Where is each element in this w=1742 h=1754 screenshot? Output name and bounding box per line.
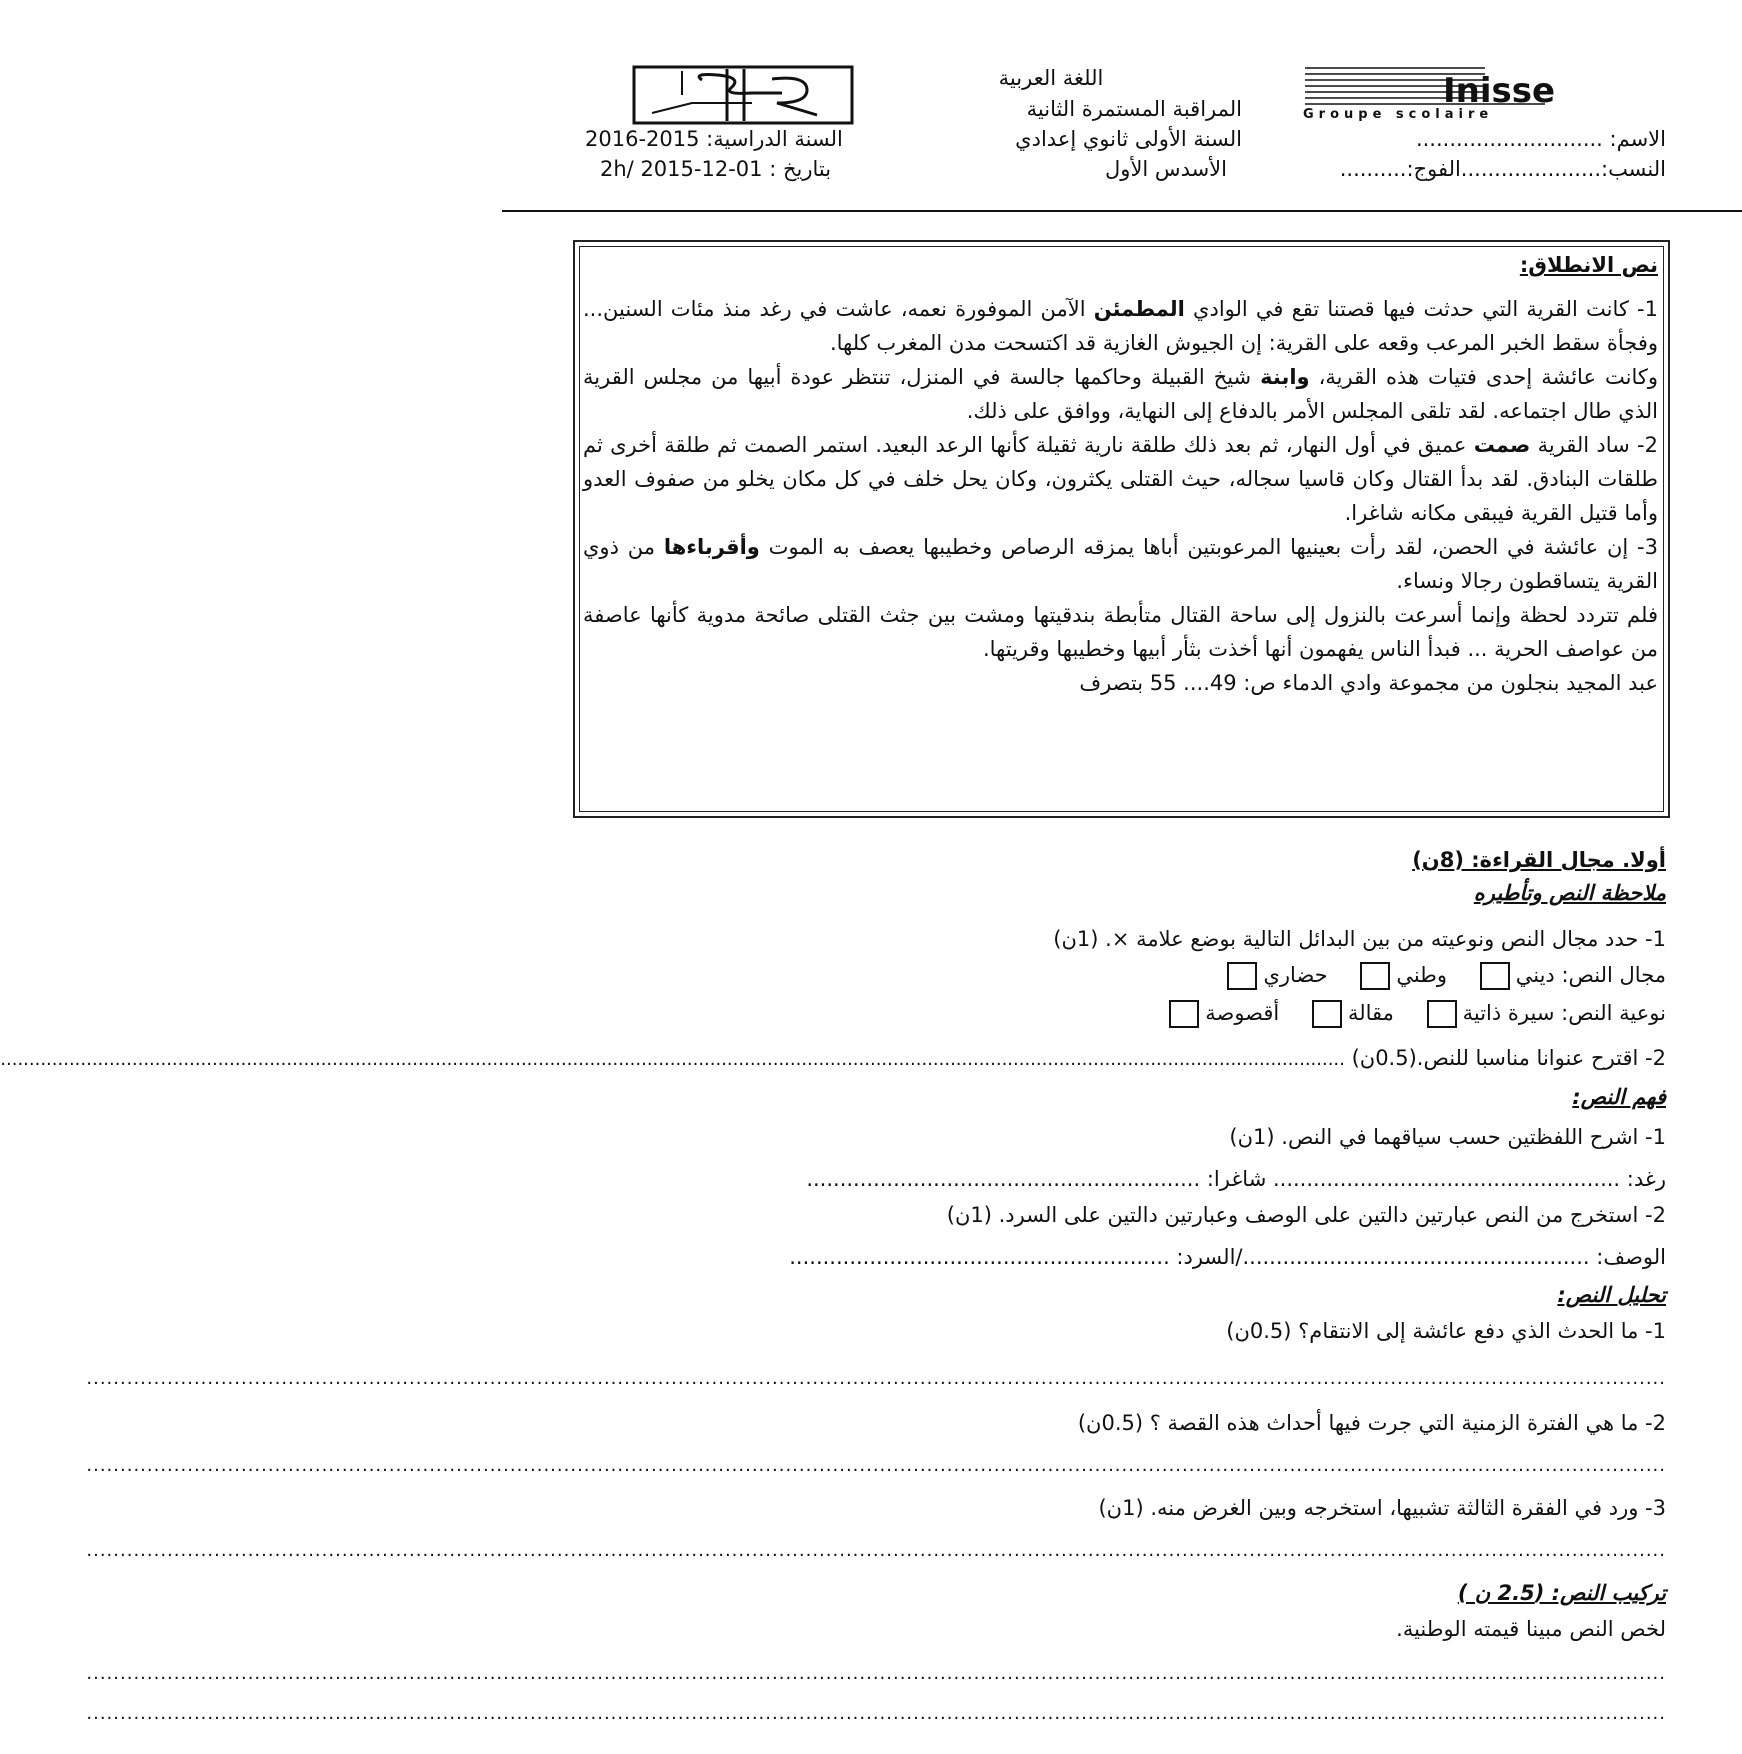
term-label: الأسدس الأول [1105,157,1227,181]
observe-title: ملاحظة النص وتأطيره [1473,881,1666,905]
answer-line[interactable]: ........................................................................................................................................................................................................................................... [86,1703,1666,1724]
type-label: نوعية النص: [1561,1001,1666,1025]
paragraph-2: وكانت عائشة إحدى فتيات هذه القرية، وابنة شيخ القبيلة وحاكمها جالسة في المنزل، تنتظر عودة أبيها من مجلس القرية الذي طال اجتماعه. لقد تلقى المجلس الأمر بالدفاع إلى النهاية، ووافق على ذلك. [583,365,1658,423]
section-reading-title: أولا. مجال القراءة: (8ن) [1412,848,1666,872]
type-options-row [578,998,1666,1028]
analysis-question-2: 2- ما هي الفترة الزمنية التي جرت فيها أحداث هذه القصة ؟ (0.5ن) [1077,1411,1666,1435]
question-2: 2- اقترح عنوانا مناسبا للنص.(0.5ن) ........................................................................................................................................................................................................................................... [0,1046,1666,1070]
reading-text-box [573,240,1670,818]
option-religious: ديني [1515,963,1555,987]
checkbox-article[interactable] [1312,1000,1342,1028]
name-field[interactable]: الاسم: ............................ [1415,127,1666,151]
question-1: 1- حدد مجال النص ونوعيته من بين البدائل التالية بوضع علامة ×. (1ن) [1053,927,1666,951]
option-short-story: أقصوصة [1205,1001,1280,1025]
checkbox-civilizational[interactable] [1227,962,1257,990]
domain-label: مجال النص: [1561,963,1666,987]
answer-line[interactable]: ........................................................................................................................................................................................................................................... [86,1663,1666,1684]
answer-line[interactable]: ........................................................................................................................................................................................................................................... [0,1049,1345,1070]
paragraph-1: 1- كانت القرية التي حدثت فيها قصتنا تقع في الوادي المطمئن الآمن الموفورة نعمه، عاشت في رغد منذ مئات السنين... وفجأة سقط الخبر المرعب وقعه على القرية: إن الجيوش الغازية قد اكتسحت مدن المغرب كلها. [583,297,1658,355]
level-label: السنة الأولى ثانوي إعدادي [1015,127,1242,151]
logo-subtext: Groupe scolaire [1303,107,1494,122]
school-year: السنة الدراسية: 2015-2016 [585,127,843,151]
checkbox-religious[interactable] [1480,962,1510,990]
synthesis-question: لخص النص مبينا قيمته الوطنية. [1396,1617,1666,1641]
paragraph-4: 3- إن عائشة في الحصن، لقد رأت بعينيها المرعوبتين أباها يمزقه الرصاص وخطيبها يعصف به الموت وأقرباءها من ذوي القرية يتساقطون رجالا ونساء. [583,535,1659,593]
reading-text-title: نص الانطلاق: [1519,253,1658,277]
text-source: عبد المجيد بنجلون من مجموعة وادي الدماء ص: 49.... 55 بتصرف [1079,671,1658,695]
checkbox-short-story[interactable] [1169,1000,1199,1028]
header-divider [502,210,1742,212]
paragraph-3: 2- ساد القرية صمت عميق في أول النهار، ثم بعد ذلك طلقة نارية ثقيلة كأنها الرعد البعيد. استمر الصمت ثم طلقة أخرى ثم طلقات البنادق. لقد بدأ القتال وكان قاسيا سجاله، حيث القتلى يكثرون، وكان يحل خلف في كل مكان يخلو من صفوف العدو وأما قتيل القرية فيبقى مكانه شاغرا. [583,433,1659,525]
paragraph-5: فلم تتردد لحظة وإنما أسرعت بالنزول إلى ساحة القتال متأبطة بندقيتها ومشت بين جثث القتلى صائحة مدوية كأنها عاصفة من عواصف الحرية ... فبدأ الناس يفهمون أنها أخذت بثأر أبيها وخطيبها وقريتها. [583,603,1658,661]
understand-title: فهم النص: [1572,1085,1666,1109]
family-group-field[interactable]: النسب:.....................الفوج:.......... [1339,157,1666,181]
inisse-logo [1295,60,1580,124]
option-civilizational: حضاري [1263,963,1328,987]
option-national: وطني [1396,963,1448,987]
understand-answer-2[interactable]: الوصف: ..................................................../السرد: ......................................................... [789,1245,1666,1269]
understand-question-2: 2- استخرج من النص عبارتين دالتين على الوصف وعبارتين دالتين على السرد. (1ن) [946,1203,1666,1227]
synthesis-title: تركيب النص: (2.5 ن ) [1457,1581,1666,1605]
checkbox-national[interactable] [1360,962,1390,990]
understand-answer-1[interactable]: رغد: .................................................... شاغرا: ........................................................... [806,1167,1666,1191]
analysis-question-1: 1- ما الحدث الذي دفع عائشة إلى الانتقام؟ (0.5ن) [1226,1319,1666,1343]
analysis-question-3: 3- ورد في الفقرة الثالثة تشبيها، استخرجه وبين الغرض منه. (1ن) [1098,1496,1666,1520]
answer-line[interactable]: ........................................................................................................................................................................................................................................... [86,1368,1666,1389]
exam-date: بتاريخ : 01-12-2015 /2h [600,157,832,181]
checkbox-autobiography[interactable] [1427,1000,1457,1028]
logo-text: Inisse [1443,71,1556,111]
answer-line[interactable]: ........................................................................................................................................................................................................................................... [86,1455,1666,1476]
option-autobiography: سيرة ذاتية [1462,1001,1555,1025]
school-emblem-logo [632,65,854,125]
answer-line[interactable]: ........................................................................................................................................................................................................................................... [86,1540,1666,1561]
subject-title: اللغة العربية [998,66,1104,90]
understand-question-1: 1- اشرح اللفظتين حسب سياقهما في النص. (1ن) [1229,1125,1666,1149]
domain-options-row [578,960,1666,990]
analysis-title: تحليل النص: [1557,1283,1666,1307]
exam-title: المراقبة المستمرة الثانية [1026,97,1242,121]
option-article: مقالة [1347,1001,1394,1025]
